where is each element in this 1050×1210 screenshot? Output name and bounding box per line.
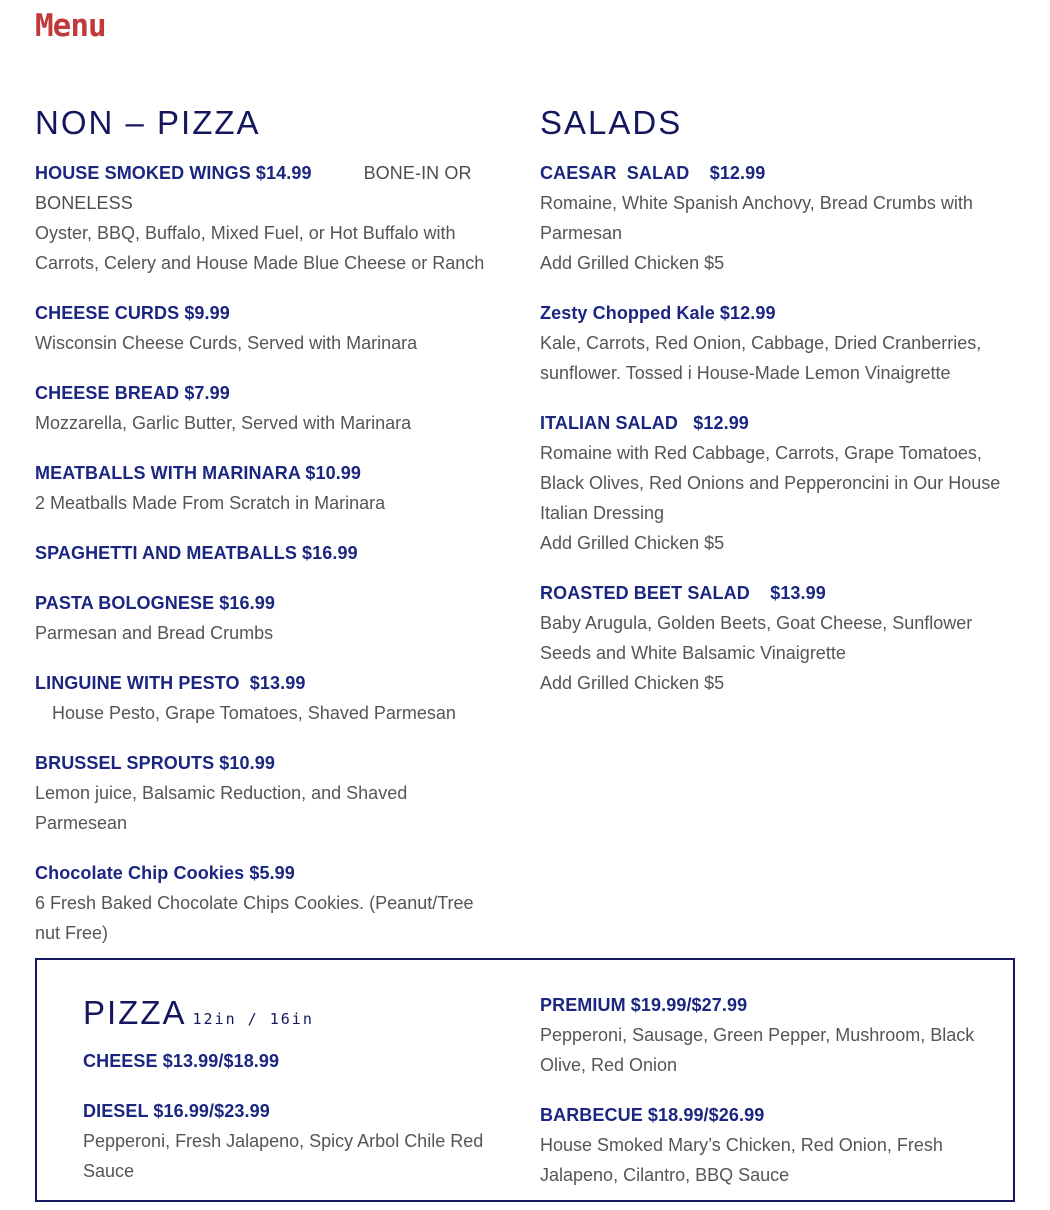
menu-item-kale-salad (540, 298, 1015, 388)
menu-item-bolognese (35, 588, 495, 648)
non-pizza-heading: NON – PIZZA (35, 104, 261, 141)
menu-item-beet-salad (540, 578, 1015, 698)
menu-item-wings (35, 158, 495, 278)
menu-item-caesar-salad (540, 158, 1015, 278)
menu-item-cheese-curds (35, 298, 495, 358)
non-pizza-section (35, 104, 495, 968)
item-note: BONE-IN OR BONELESS (35, 163, 472, 213)
menu-item-diesel-pizza (83, 1096, 493, 1186)
item-description: Pepperoni, Fresh Jalapeno, Spicy Arbol Chile Red Sauce (83, 1131, 484, 1181)
item-description: Parmesan and Bread Crumbs (35, 623, 274, 643)
item-description: House Smoked Mary’s Chicken, Red Onion, Fresh Jalapeno, Cilantro, BBQ Sauce (540, 1135, 943, 1185)
item-title: LINGUINE WITH PESTO $13.99 (35, 673, 306, 693)
item-title: Zesty Chopped Kale $12.99 (540, 303, 776, 323)
item-description: Wisconsin Cheese Curds, Served with Marinara (35, 333, 418, 353)
pizza-right-column (540, 990, 980, 1210)
item-description: House Pesto, Grape Tomatoes, Shaved Parmesan (52, 703, 456, 723)
item-title: ROASTED BEET SALAD $13.99 (540, 583, 826, 603)
item-description: Mozzarella, Garlic Butter, Served with Marinara (35, 413, 412, 433)
item-description: Romaine with Red Cabbage, Carrots, Grape Tomatoes, Black Olives, Red Onions and Pepperoncini in Our House Italian Dressing (540, 443, 1001, 523)
item-title: CHEESE CURDS $9.99 (35, 303, 230, 323)
menu-item-spaghetti (35, 538, 495, 568)
menu-item-brussel-sprouts (35, 748, 495, 838)
pizza-heading (83, 994, 493, 1032)
item-title: PREMIUM $19.99/$27.99 (540, 995, 748, 1015)
item-description: Pepperoni, Sausage, Green Pepper, Mushroom, Black Olive, Red Onion (540, 1025, 975, 1075)
menu-item-barbecue-pizza (540, 1100, 980, 1190)
salads-heading: SALADS (540, 104, 683, 141)
item-title: HOUSE SMOKED WINGS $14.99 (35, 163, 312, 183)
item-description: Baby Arugula, Golden Beets, Goat Cheese, Sunflower Seeds and White Balsamic Vinaigrette (540, 613, 973, 663)
item-description: Kale, Carrots, Red Onion, Cabbage, Dried Cranberries, sunflower. Tossed i House-Made Lemon Vinaigrette (540, 333, 982, 383)
item-description: 6 Fresh Baked Chocolate Chips Cookies. (Peanut/Tree nut Free) (35, 893, 474, 943)
menu-item-meatballs (35, 458, 495, 518)
item-description: Romaine, White Spanish Anchovy, Bread Crumbs with Parmesan (540, 193, 973, 243)
item-title: SPAGHETTI AND MEATBALLS $16.99 (35, 543, 358, 563)
menu-item-cheese-pizza (83, 1046, 493, 1076)
item-title: CHEESE BREAD $7.99 (35, 383, 230, 403)
item-description: Oyster, BBQ, Buffalo, Mixed Fuel, or Hot Buffalo with Carrots, Celery and House Made Blue Cheese or Ranch (35, 223, 485, 273)
salads-section (540, 104, 1015, 718)
page-title: Menu (35, 8, 106, 44)
pizza-left-column (83, 994, 493, 1206)
item-title: MEATBALLS WITH MARINARA $10.99 (35, 463, 362, 483)
item-title: ITALIAN SALAD $12.99 (540, 413, 749, 433)
item-description: 2 Meatballs Made From Scratch in Marinara (35, 493, 386, 513)
item-title: PASTA BOLOGNESE $16.99 (35, 593, 275, 613)
pizza-sizes: 12in / 16in (192, 1010, 314, 1028)
item-title: CAESAR SALAD $12.99 (540, 163, 766, 183)
item-add-on: Add Grilled Chicken $5 (540, 673, 725, 693)
item-title: CHEESE $13.99/$18.99 (83, 1051, 280, 1071)
item-add-on: Add Grilled Chicken $5 (540, 253, 725, 273)
menu-item-cookies (35, 858, 495, 948)
pizza-section (35, 958, 1015, 1202)
item-title: Chocolate Chip Cookies $5.99 (35, 863, 295, 883)
item-title: BRUSSEL SPROUTS $10.99 (35, 753, 275, 773)
item-title: BARBECUE $18.99/$26.99 (540, 1105, 765, 1125)
menu-item-linguine (35, 668, 495, 728)
item-description: Lemon juice, Balsamic Reduction, and Shaved Parmesean (35, 783, 408, 833)
pizza-heading-text: PIZZA (83, 994, 187, 1031)
menu-item-cheese-bread (35, 378, 495, 438)
menu-item-italian-salad (540, 408, 1015, 558)
menu-item-premium-pizza (540, 990, 980, 1080)
item-title: DIESEL $16.99/$23.99 (83, 1101, 270, 1121)
item-add-on: Add Grilled Chicken $5 (540, 533, 725, 553)
